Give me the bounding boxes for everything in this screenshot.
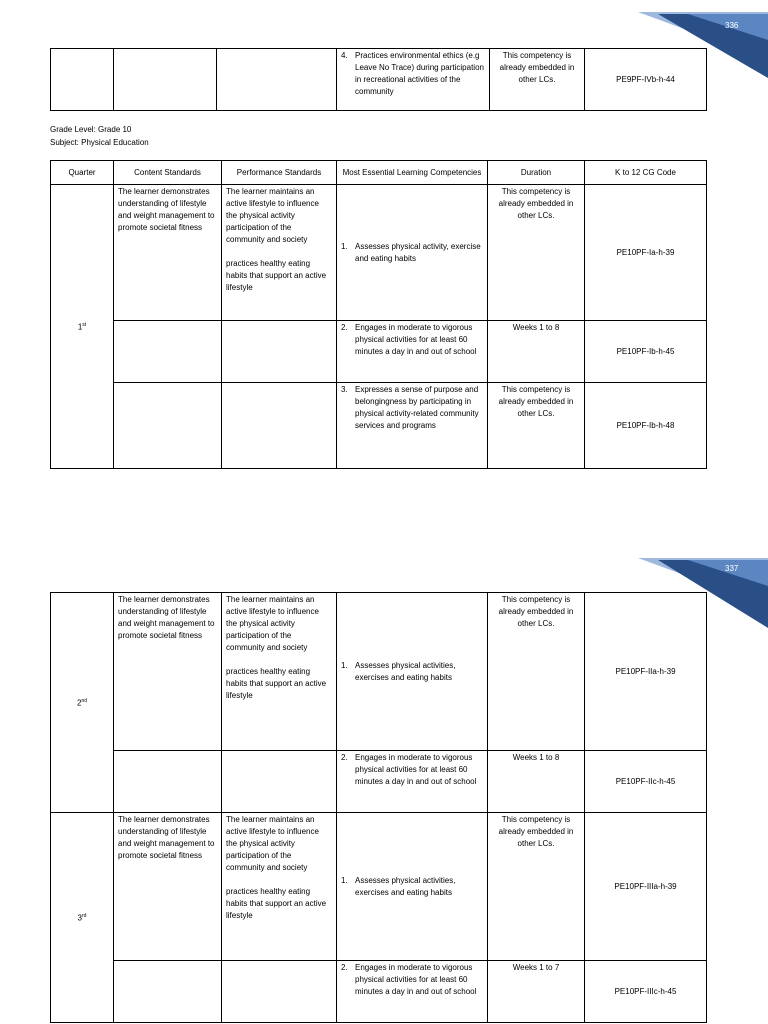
duration-cell: Weeks 1 to 7 — [488, 961, 585, 1023]
quarter-cell: 1st — [51, 185, 114, 469]
code-cell: PE10PF-IIc-h-45 — [585, 751, 707, 813]
duration-cell: This competency is already embedded in other LCs. — [488, 185, 585, 321]
competency-cell: 2. Engages in moderate to vigorous physical activities for at least 60 minutes a day in and out of school — [337, 751, 488, 813]
competency-cell: 1. Assesses physical activities, exercises and eating habits — [337, 593, 488, 751]
page-337 — [0, 512, 768, 1024]
competency-cell: 1. Assesses physical activities, exercises and eating habits — [337, 813, 488, 961]
table-row — [51, 813, 707, 961]
document-meta — [50, 123, 149, 149]
competency-cell: 1. Assesses physical activity, exercise and eating habits — [337, 185, 488, 321]
performance-standard-cell: The learner maintains an active lifestyle to influence the physical activity participation of the community and society practices healthy eating habits that support an active lifestyle — [222, 185, 337, 321]
content-standard-cell: The learner demonstrates understanding of lifestyle and weight management to promote societal fitness — [114, 593, 222, 751]
header-performance-standards: Performance Standards — [222, 161, 337, 185]
code-cell: PE10PF-IIIa-h-39 — [585, 813, 707, 961]
code-cell: PE10PF-Ia-h-39 — [585, 185, 707, 321]
competency-table — [50, 160, 707, 469]
table-row — [51, 593, 707, 751]
page-number: 336 — [725, 21, 739, 30]
table-row — [51, 961, 707, 1023]
quarter-cell: 2nd — [51, 593, 114, 813]
grade-level: Grade Level: Grade 10 — [50, 125, 132, 134]
subject: Subject: Physical Education — [50, 138, 149, 147]
performance-standard-cell: The learner maintains an active lifestyle to influence the physical activity participation of the community and society practices healthy eating habits that support an active lifestyle — [222, 593, 337, 751]
code-cell: PE10PF-Ib-h-45 — [585, 321, 707, 383]
continued-table — [50, 48, 707, 111]
table-row — [51, 751, 707, 813]
competency-cell: 2. Engages in moderate to vigorous physical activities for at least 60 minutes a day in and out of school — [337, 321, 488, 383]
duration-cell: Weeks 1 to 8 — [488, 751, 585, 813]
performance-standard-cell: The learner maintains an active lifestyle to influence the physical activity participation of the community and society practices healthy eating habits that support an active lifestyle — [222, 813, 337, 961]
header-quarter: Quarter — [51, 161, 114, 185]
competency-cell: 2. Engages in moderate to vigorous physical activities for at least 60 minutes a day in and out of school — [337, 961, 488, 1023]
table-row — [51, 49, 707, 111]
competency-cell: 3. Expresses a sense of purpose and belongingness by participating in physical activity-related community services and programs — [337, 383, 488, 469]
competency-number: 4. — [341, 51, 348, 60]
code-cell: PE10PF-IIa-h-39 — [585, 593, 707, 751]
duration-cell: This competency is already embedded in other LCs. — [488, 813, 585, 961]
content-standard-cell: The learner demonstrates understanding of lifestyle and weight management to promote societal fitness — [114, 813, 222, 961]
code-cell: PE9PF-IVb-h-44 — [585, 49, 707, 111]
duration-cell: This competency is already embedded in other LCs. — [488, 593, 585, 751]
header-code: K to 12 CG Code — [585, 161, 707, 185]
competency-text: Practices environmental ethics (e.g Leave No Trace) during participation in recreational activities of the community — [355, 51, 484, 96]
header-content-standards: Content Standards — [114, 161, 222, 185]
quarter-cell: 3rd — [51, 813, 114, 1023]
duration-cell: This competency is already embedded in other LCs. — [488, 383, 585, 469]
table-row — [51, 185, 707, 321]
competency-table-continued — [50, 592, 707, 1023]
table-row — [51, 321, 707, 383]
header-row — [51, 161, 707, 185]
duration-cell: Weeks 1 to 8 — [488, 321, 585, 383]
duration-cell: This competency is already embedded in other LCs. — [490, 49, 585, 111]
table-row — [51, 383, 707, 469]
code-cell: PE10PF-IIIc-h-45 — [585, 961, 707, 1023]
code-cell: PE10PF-Ib-h-48 — [585, 383, 707, 469]
header-competencies: Most Essential Learning Competencies — [337, 161, 488, 185]
header-duration: Duration — [488, 161, 585, 185]
page-number: 337 — [725, 564, 739, 573]
content-standard-cell: The learner demonstrates understanding of lifestyle and weight management to promote societal fitness — [114, 185, 222, 321]
